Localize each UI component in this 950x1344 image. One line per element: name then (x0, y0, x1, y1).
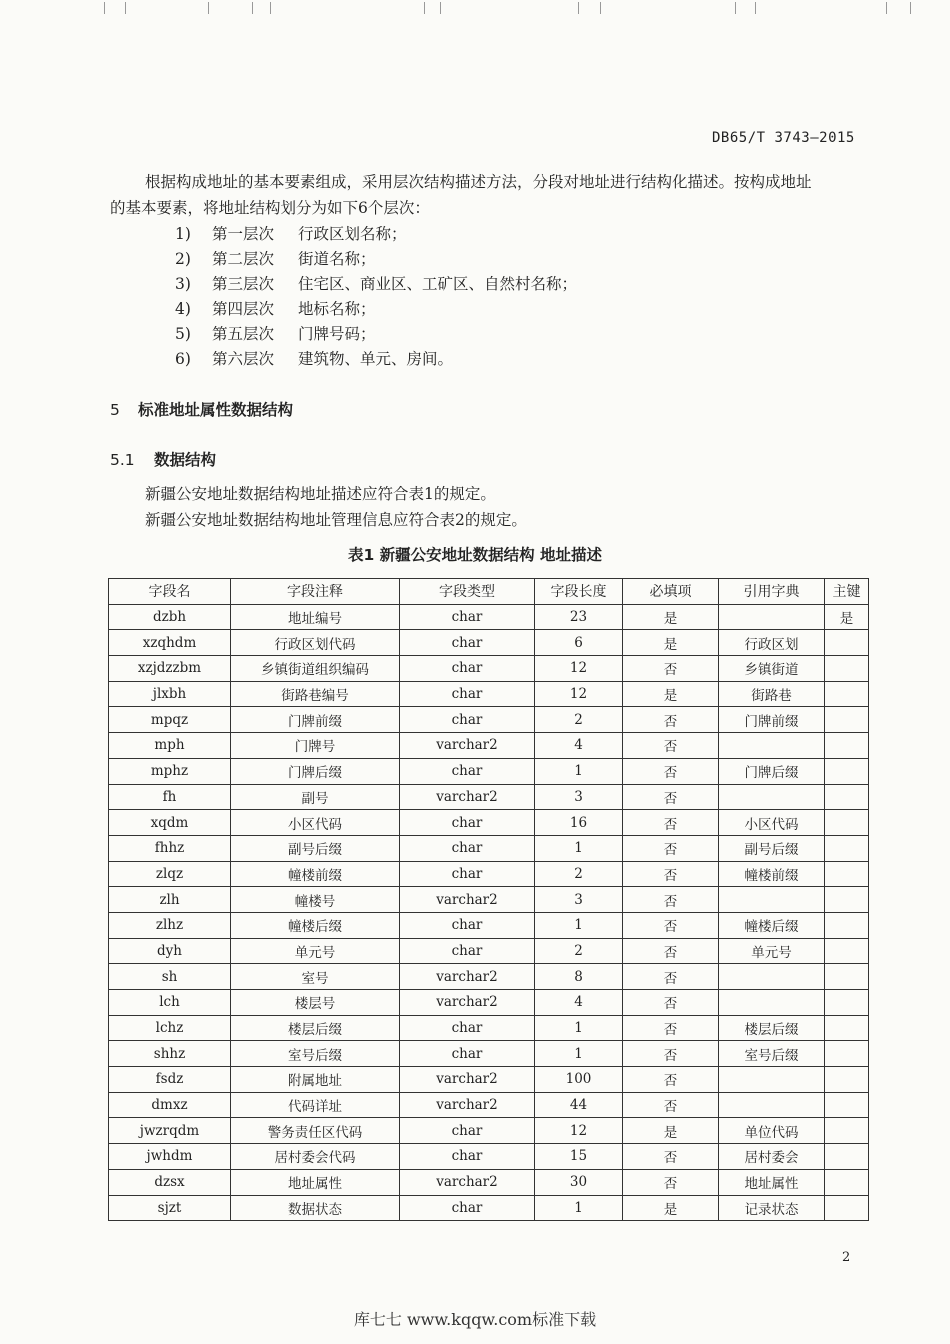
table-row (109, 810, 869, 836)
column-header: 字段类型 (400, 579, 535, 605)
table-cell: 地址属性 (231, 1169, 400, 1195)
table-row (109, 758, 869, 784)
table-cell: char (400, 835, 535, 861)
table-row (109, 1169, 869, 1195)
table-cell: 16 (535, 810, 623, 836)
table-cell: 否 (623, 656, 719, 682)
table-cell: char (400, 1118, 535, 1144)
table-cell (719, 784, 825, 810)
table-row (109, 733, 869, 759)
table-cell: 居村委会 (719, 1144, 825, 1170)
table-cell: 23 (535, 604, 623, 630)
table-cell (825, 681, 869, 707)
table-cell: 行政区划代码 (231, 630, 400, 656)
table-cell: mph (109, 733, 231, 759)
table-cell: 幢楼前缀 (231, 861, 400, 887)
table-cell: 44 (535, 1092, 623, 1118)
table-cell: 2 (535, 707, 623, 733)
intro-line-1: 根据构成地址的基本要素组成，采用层次结构描述方法，分段对地址进行结构化描述。按构成地址 (145, 173, 812, 191)
table-cell: 是 (623, 604, 719, 630)
table-row (109, 656, 869, 682)
table-cell: 楼层后缀 (719, 1015, 825, 1041)
standard-code: DB65/T 3743—2015 (712, 130, 855, 146)
table-cell: 2 (535, 861, 623, 887)
table-cell: 4 (535, 990, 623, 1016)
table-cell (719, 604, 825, 630)
table-cell: 否 (623, 912, 719, 938)
table-cell: fsdz (109, 1067, 231, 1093)
table-cell: 地址编号 (231, 604, 400, 630)
table-cell: 1 (535, 758, 623, 784)
table-cell: zlh (109, 887, 231, 913)
table-cell: 否 (623, 1092, 719, 1118)
list-item: 3) 第三层次 住宅区、商业区、工矿区、自然村名称； (175, 275, 578, 293)
table-cell: 室号后缀 (719, 1041, 825, 1067)
table-row (109, 784, 869, 810)
table-cell: shhz (109, 1041, 231, 1067)
table-cell: 街路巷编号 (231, 681, 400, 707)
table-cell: 否 (623, 990, 719, 1016)
table-cell (825, 1118, 869, 1144)
table-cell: 楼层号 (231, 990, 400, 1016)
table-cell: 3 (535, 887, 623, 913)
table-cell: char (400, 810, 535, 836)
table-cell: 幢楼后缀 (231, 912, 400, 938)
table-cell: jlxbh (109, 681, 231, 707)
table-cell: 否 (623, 835, 719, 861)
table-cell (719, 964, 825, 990)
table-row (109, 1041, 869, 1067)
table-cell (825, 990, 869, 1016)
table-cell: 行政区划 (719, 630, 825, 656)
section-number: 5.1 (110, 451, 135, 469)
table-cell: char (400, 707, 535, 733)
table-caption: 表1 新疆公安地址数据结构 地址描述 (347, 546, 603, 564)
table-row (109, 990, 869, 1016)
table-cell: xqdm (109, 810, 231, 836)
table-cell: 否 (623, 938, 719, 964)
table-row (109, 835, 869, 861)
table-cell: 副号后缀 (719, 835, 825, 861)
table-row (109, 1118, 869, 1144)
table-row (109, 887, 869, 913)
table-cell (719, 990, 825, 1016)
table-cell: 门牌前缀 (231, 707, 400, 733)
table-cell: char (400, 758, 535, 784)
table-cell: 居村委会代码 (231, 1144, 400, 1170)
table-cell: 否 (623, 733, 719, 759)
table-cell: varchar2 (400, 1169, 535, 1195)
table-cell (825, 1041, 869, 1067)
table-cell: dzbh (109, 604, 231, 630)
table-cell: 是 (825, 604, 869, 630)
table-cell: zlhz (109, 912, 231, 938)
table-row (109, 630, 869, 656)
table-cell: char (400, 1015, 535, 1041)
table-cell: 附属地址 (231, 1067, 400, 1093)
table-cell: 否 (623, 1041, 719, 1067)
table-cell: 1 (535, 1195, 623, 1221)
table-cell: char (400, 938, 535, 964)
table-row (109, 1195, 869, 1221)
table-cell: char (400, 1144, 535, 1170)
table-cell: 警务责任区代码 (231, 1118, 400, 1144)
table-row (109, 1067, 869, 1093)
table-cell: sjzt (109, 1195, 231, 1221)
table-row (109, 1092, 869, 1118)
table-cell: 2 (535, 938, 623, 964)
table-cell (825, 964, 869, 990)
table-cell: 副号 (231, 784, 400, 810)
table-cell: lchz (109, 1015, 231, 1041)
table-cell: char (400, 1195, 535, 1221)
table-cell: varchar2 (400, 990, 535, 1016)
table-cell (825, 861, 869, 887)
table-cell: 小区代码 (719, 810, 825, 836)
table-cell: jwzrqdm (109, 1118, 231, 1144)
table-row (109, 604, 869, 630)
table-cell (825, 1067, 869, 1093)
table-cell: 1 (535, 1041, 623, 1067)
table-cell: 是 (623, 681, 719, 707)
table-cell (719, 887, 825, 913)
table-cell (825, 733, 869, 759)
section-title: 数据结构 (154, 451, 217, 469)
table-cell: 是 (623, 1118, 719, 1144)
table-cell: 楼层后缀 (231, 1015, 400, 1041)
table-cell (825, 912, 869, 938)
table-cell: 否 (623, 887, 719, 913)
table-row (109, 938, 869, 964)
table-cell: 幢楼后缀 (719, 912, 825, 938)
table-cell: 小区代码 (231, 810, 400, 836)
table-cell (825, 1144, 869, 1170)
table-cell: 副号后缀 (231, 835, 400, 861)
table-cell: 地址属性 (719, 1169, 825, 1195)
table-cell: 15 (535, 1144, 623, 1170)
table-cell: 室号 (231, 964, 400, 990)
table-cell: 3 (535, 784, 623, 810)
column-header: 字段注释 (231, 579, 400, 605)
table-row (109, 1144, 869, 1170)
table-cell: 否 (623, 707, 719, 733)
table-cell: char (400, 681, 535, 707)
column-header: 必填项 (623, 579, 719, 605)
table-cell: 代码详址 (231, 1092, 400, 1118)
table-row (109, 912, 869, 938)
table-cell: mpqz (109, 707, 231, 733)
address-structure-table (108, 578, 869, 1221)
table-cell: 门牌号 (231, 733, 400, 759)
list-item: 4) 第四层次 地标名称； (175, 300, 376, 318)
table-cell (825, 630, 869, 656)
level-list (175, 222, 577, 372)
section-5-heading (110, 398, 293, 420)
table-cell: 12 (535, 1118, 623, 1144)
table-cell: 否 (623, 1169, 719, 1195)
table-cell: 8 (535, 964, 623, 990)
table-cell: 12 (535, 681, 623, 707)
list-item: 6) 第六层次 建筑物、单元、房间。 (175, 350, 454, 368)
table-cell: varchar2 (400, 1092, 535, 1118)
table-cell (825, 1092, 869, 1118)
table-cell (825, 1169, 869, 1195)
list-item: 1) 第一层次 行政区划名称； (175, 225, 407, 243)
table-cell: 乡镇街道组织编码 (231, 656, 400, 682)
table-cell (719, 1092, 825, 1118)
scan-top-marks (0, 0, 950, 20)
table-cell: xzjdzzbm (109, 656, 231, 682)
table-cell: 街路巷 (719, 681, 825, 707)
table-cell: 门牌后缀 (231, 758, 400, 784)
table-cell: 单位代码 (719, 1118, 825, 1144)
table-cell: 否 (623, 758, 719, 784)
table-cell: 幢楼前缀 (719, 861, 825, 887)
table-cell: 1 (535, 912, 623, 938)
table-cell: jwhdm (109, 1144, 231, 1170)
column-header: 引用字典 (719, 579, 825, 605)
table-cell: sh (109, 964, 231, 990)
table-cell: 1 (535, 1015, 623, 1041)
table-cell: fh (109, 784, 231, 810)
table-cell (825, 656, 869, 682)
table-cell (825, 810, 869, 836)
table-cell: 1 (535, 835, 623, 861)
table-cell (825, 1015, 869, 1041)
list-item: 2) 第二层次 街道名称； (175, 250, 376, 268)
table-cell: 室号后缀 (231, 1041, 400, 1067)
table-cell (825, 835, 869, 861)
section-5-1-heading (110, 448, 216, 470)
table-cell: dzsx (109, 1169, 231, 1195)
table-cell: dyh (109, 938, 231, 964)
table-cell: varchar2 (400, 887, 535, 913)
table-cell (825, 887, 869, 913)
table-row (109, 707, 869, 733)
column-header: 字段长度 (535, 579, 623, 605)
table-cell: char (400, 656, 535, 682)
table-cell: 乡镇街道 (719, 656, 825, 682)
table-cell: char (400, 1041, 535, 1067)
table-cell: 否 (623, 810, 719, 836)
table-cell: mphz (109, 758, 231, 784)
footer-watermark: 库七七 www.kqqw.com标准下载 (353, 1310, 597, 1329)
table-cell: 4 (535, 733, 623, 759)
table-row (109, 861, 869, 887)
table-cell: char (400, 630, 535, 656)
table-cell: varchar2 (400, 784, 535, 810)
paragraph-table1-ref: 新疆公安地址数据结构地址描述应符合表1的规定。 (145, 485, 496, 503)
section-number: 5 (110, 401, 120, 419)
table-cell: char (400, 912, 535, 938)
table-cell: 否 (623, 861, 719, 887)
table-cell: 6 (535, 630, 623, 656)
table-cell: 门牌后缀 (719, 758, 825, 784)
table-cell: char (400, 604, 535, 630)
list-item: 5) 第五层次 门牌号码； (175, 325, 376, 343)
section-title: 标准地址属性数据结构 (138, 401, 294, 419)
table-cell (825, 707, 869, 733)
table-cell: 单元号 (719, 938, 825, 964)
table-row (109, 681, 869, 707)
table-cell: 否 (623, 1067, 719, 1093)
table-cell: xzqhdm (109, 630, 231, 656)
table-cell: 门牌前缀 (719, 707, 825, 733)
table-cell: zlqz (109, 861, 231, 887)
table-cell (825, 938, 869, 964)
page-number: 2 (842, 1250, 851, 1265)
table-header-row (109, 579, 869, 605)
table-cell: 否 (623, 784, 719, 810)
intro-line-2: 的基本要素，将地址结构划分为如下6个层次： (110, 199, 430, 217)
table-cell: varchar2 (400, 1067, 535, 1093)
table-cell: 数据状态 (231, 1195, 400, 1221)
table-cell: 是 (623, 1195, 719, 1221)
column-header: 主键 (825, 579, 869, 605)
table-cell (719, 733, 825, 759)
table-cell: 否 (623, 964, 719, 990)
paragraph-table2-ref: 新疆公安地址数据结构地址管理信息应符合表2的规定。 (145, 511, 527, 529)
table-cell: dmxz (109, 1092, 231, 1118)
table-cell: 12 (535, 656, 623, 682)
table-cell: char (400, 861, 535, 887)
table-cell: fhhz (109, 835, 231, 861)
table-cell: varchar2 (400, 733, 535, 759)
table-cell: 30 (535, 1169, 623, 1195)
table-cell: 100 (535, 1067, 623, 1093)
table-cell: 否 (623, 1144, 719, 1170)
table-cell: 是 (623, 630, 719, 656)
table-cell: 单元号 (231, 938, 400, 964)
column-header: 字段名 (109, 579, 231, 605)
table-row (109, 964, 869, 990)
table-cell (719, 1067, 825, 1093)
table-row (109, 1015, 869, 1041)
table-cell: 否 (623, 1015, 719, 1041)
table-cell: 幢楼号 (231, 887, 400, 913)
table-cell: varchar2 (400, 964, 535, 990)
table-cell (825, 1195, 869, 1221)
table-cell (825, 784, 869, 810)
table-cell: 记录状态 (719, 1195, 825, 1221)
table-cell (825, 758, 869, 784)
table-cell: lch (109, 990, 231, 1016)
